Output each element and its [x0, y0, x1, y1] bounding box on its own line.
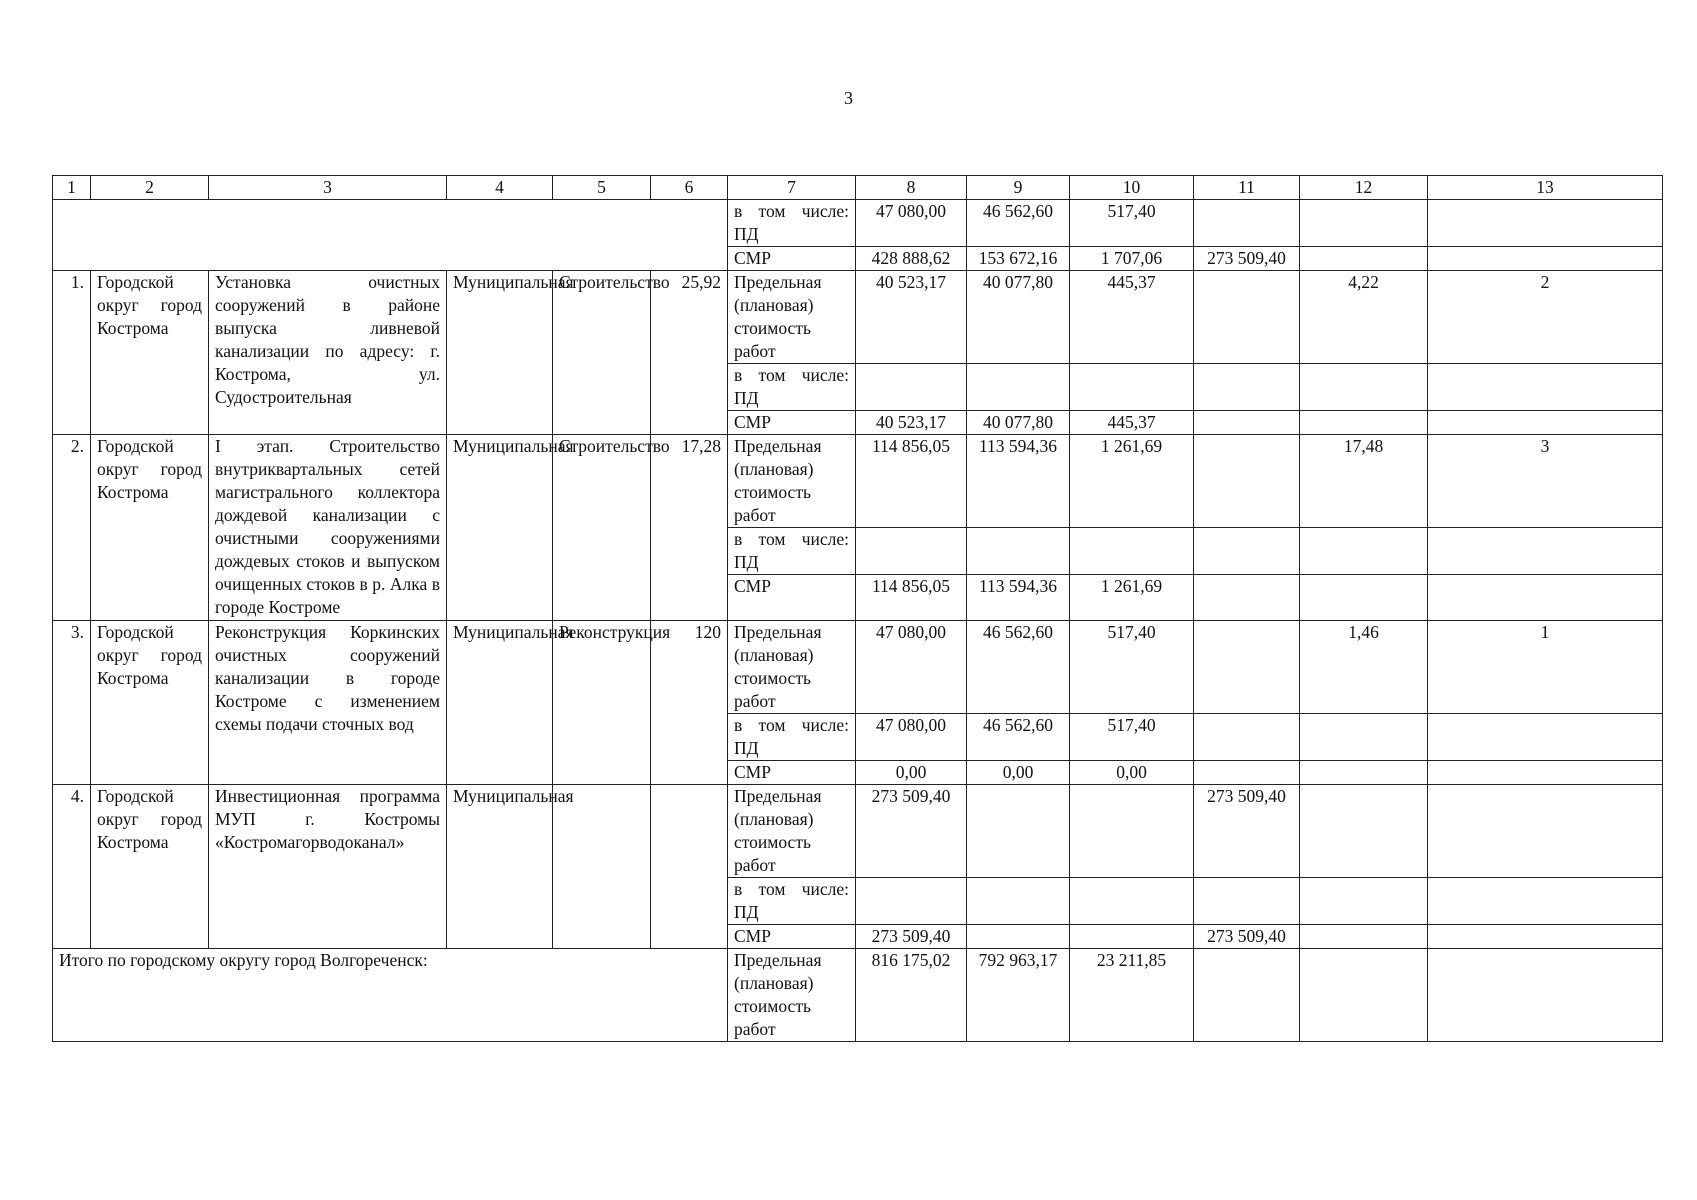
total-limit-label: Предельная (плановая) стоимость работ: [728, 949, 856, 1042]
column-number: 7: [728, 176, 856, 200]
smr-c11: [1194, 575, 1300, 621]
object-name-cell: Установка очистных сооружений в районе выпуска ливневой канализации по адресу: г. Кострома, ул. Судостроительная: [209, 271, 447, 435]
municipality-cell: Городской округ город Кострома: [91, 785, 209, 949]
smr-label: СМР: [728, 761, 856, 785]
pd-c10: [1070, 528, 1194, 575]
indicator-c12: [1300, 785, 1428, 878]
budget-table: [52, 175, 1663, 1042]
smr-c11: [1194, 761, 1300, 785]
smr-c11: 273 509,40: [1194, 925, 1300, 949]
capacity-cell: 17,28: [651, 435, 728, 621]
smr-label: СМР: [728, 575, 856, 621]
smr-c9: 40 077,80: [967, 411, 1070, 435]
pd-c9: [967, 364, 1070, 411]
summary-smr-c12: [1300, 247, 1428, 271]
municipality-cell: Городской округ город Кострома: [91, 621, 209, 785]
pd-c8: [856, 364, 967, 411]
pd-c12: [1300, 878, 1428, 925]
municipality-cell: Городской округ город Кострома: [91, 435, 209, 621]
row-index: 2.: [53, 435, 91, 621]
smr-c9: 0,00: [967, 761, 1070, 785]
column-number: 2: [91, 176, 209, 200]
column-number: 8: [856, 176, 967, 200]
pd-c13: [1428, 878, 1663, 925]
summary-smr-c10: 1 707,06: [1070, 247, 1194, 271]
work-type-cell: [553, 785, 651, 949]
work-type-cell: Реконструкция: [553, 621, 651, 785]
smr-c10: 1 261,69: [1070, 575, 1194, 621]
total-c9: 792 963,17: [967, 949, 1070, 1042]
limit-c9: 40 077,80: [967, 271, 1070, 364]
pd-c12: [1300, 528, 1428, 575]
priority-c13: [1428, 785, 1663, 878]
row-index: 1.: [53, 271, 91, 435]
smr-label: СМР: [728, 411, 856, 435]
smr-c12: [1300, 925, 1428, 949]
ownership-cell: Муниципальная: [447, 785, 553, 949]
page-number: 3: [844, 88, 853, 108]
pd-label: в том числе: ПД: [728, 528, 856, 575]
column-number: 9: [967, 176, 1070, 200]
smr-c10: 445,37: [1070, 411, 1194, 435]
pd-label: в том числе: ПД: [728, 364, 856, 411]
summary-pd-c10: 517,40: [1070, 200, 1194, 247]
summary-pd-row: [53, 200, 1663, 247]
pd-c8: [856, 878, 967, 925]
smr-c13: [1428, 761, 1663, 785]
pd-c13: [1428, 528, 1663, 575]
total-c11: [1194, 949, 1300, 1042]
limit-c11: 273 509,40: [1194, 785, 1300, 878]
column-number: 3: [209, 176, 447, 200]
smr-c13: [1428, 575, 1663, 621]
column-number: 5: [553, 176, 651, 200]
column-number: 12: [1300, 176, 1428, 200]
smr-c9: 113 594,36: [967, 575, 1070, 621]
summary-pd-c13: [1428, 200, 1663, 247]
limit-cost-label: Предельная (плановая) стоимость работ: [728, 621, 856, 714]
smr-c8: 114 856,05: [856, 575, 967, 621]
limit-c11: [1194, 621, 1300, 714]
total-c10: 23 211,85: [1070, 949, 1194, 1042]
indicator-c12: 1,46: [1300, 621, 1428, 714]
ownership-cell: Муниципальная: [447, 621, 553, 785]
pd-c8: [856, 528, 967, 575]
limit-cost-label: Предельная (плановая) стоимость работ: [728, 785, 856, 878]
smr-c10: [1070, 925, 1194, 949]
limit-c8: 47 080,00: [856, 621, 967, 714]
column-number-row: [53, 176, 1663, 200]
summary-smr-c11: 273 509,40: [1194, 247, 1300, 271]
summary-pd-c12: [1300, 200, 1428, 247]
limit-c10: 445,37: [1070, 271, 1194, 364]
total-c8: 816 175,02: [856, 949, 967, 1042]
smr-c8: 0,00: [856, 761, 967, 785]
pd-c9: [967, 878, 1070, 925]
pd-c11: [1194, 714, 1300, 761]
pd-c13: [1428, 364, 1663, 411]
pd-c13: [1428, 714, 1663, 761]
limit-c9: [967, 785, 1070, 878]
smr-c12: [1300, 411, 1428, 435]
limit-c11: [1194, 271, 1300, 364]
smr-c13: [1428, 925, 1663, 949]
ownership-cell: Муниципальная: [447, 271, 553, 435]
work-type-cell: Строительство: [553, 271, 651, 435]
summary-pd-c9: 46 562,60: [967, 200, 1070, 247]
summary-pd-c11: [1194, 200, 1300, 247]
limit-cost-label: Предельная (плановая) стоимость работ: [728, 271, 856, 364]
row-index: 3.: [53, 621, 91, 785]
priority-c13: 2: [1428, 271, 1663, 364]
limit-c10: 517,40: [1070, 621, 1194, 714]
table-row: [53, 785, 1663, 878]
object-name-cell: Инвестиционная программа МУП г. Костромы «Костромагорводоканал»: [209, 785, 447, 949]
limit-c8: 273 509,40: [856, 785, 967, 878]
column-number: 1: [53, 176, 91, 200]
pd-c10: [1070, 364, 1194, 411]
pd-c8: 47 080,00: [856, 714, 967, 761]
pd-c9: [967, 528, 1070, 575]
summary-smr-label: СМР: [728, 247, 856, 271]
limit-c9: 113 594,36: [967, 435, 1070, 528]
limit-c8: 40 523,17: [856, 271, 967, 364]
smr-label: СМР: [728, 925, 856, 949]
pd-c12: [1300, 714, 1428, 761]
limit-c10: 1 261,69: [1070, 435, 1194, 528]
total-c13: [1428, 949, 1663, 1042]
table-row: [53, 435, 1663, 528]
column-number: 4: [447, 176, 553, 200]
column-number: 11: [1194, 176, 1300, 200]
row-index: 4.: [53, 785, 91, 949]
priority-c13: 1: [1428, 621, 1663, 714]
pd-c11: [1194, 878, 1300, 925]
limit-c11: [1194, 435, 1300, 528]
pd-c11: [1194, 364, 1300, 411]
smr-c8: 40 523,17: [856, 411, 967, 435]
ownership-cell: Муниципальная: [447, 435, 553, 621]
work-type-cell: Строительство: [553, 435, 651, 621]
pd-label: в том числе: ПД: [728, 878, 856, 925]
column-number: 6: [651, 176, 728, 200]
smr-c8: 273 509,40: [856, 925, 967, 949]
table-row: [53, 621, 1663, 714]
smr-c11: [1194, 411, 1300, 435]
summary-blank-cell: [53, 200, 728, 271]
pd-label: в том числе: ПД: [728, 714, 856, 761]
pd-c11: [1194, 528, 1300, 575]
summary-smr-c13: [1428, 247, 1663, 271]
smr-c12: [1300, 575, 1428, 621]
object-name-cell: Реконструкция Коркинских очистных сооружений канализации в городе Костроме с изменением схемы подачи сточных вод: [209, 621, 447, 785]
total-row: [53, 949, 1663, 1042]
summary-smr-c9: 153 672,16: [967, 247, 1070, 271]
summary-pd-label: в том числе: ПД: [728, 200, 856, 247]
municipality-cell: Городской округ город Кострома: [91, 271, 209, 435]
total-label: Итого по городскому округу город Волгореченск:: [53, 949, 728, 1042]
smr-c9: [967, 925, 1070, 949]
total-c12: [1300, 949, 1428, 1042]
capacity-cell: 25,92: [651, 271, 728, 435]
table-row: [53, 271, 1663, 364]
indicator-c12: 4,22: [1300, 271, 1428, 364]
summary-smr-c8: 428 888,62: [856, 247, 967, 271]
capacity-cell: 120: [651, 621, 728, 785]
pd-c12: [1300, 364, 1428, 411]
limit-cost-label: Предельная (плановая) стоимость работ: [728, 435, 856, 528]
pd-c10: [1070, 878, 1194, 925]
smr-c13: [1428, 411, 1663, 435]
priority-c13: 3: [1428, 435, 1663, 528]
smr-c12: [1300, 761, 1428, 785]
limit-c8: 114 856,05: [856, 435, 967, 528]
limit-c10: [1070, 785, 1194, 878]
pd-c9: 46 562,60: [967, 714, 1070, 761]
smr-c10: 0,00: [1070, 761, 1194, 785]
capacity-cell: [651, 785, 728, 949]
pd-c10: 517,40: [1070, 714, 1194, 761]
column-number: 10: [1070, 176, 1194, 200]
summary-pd-c8: 47 080,00: [856, 200, 967, 247]
object-name-cell: I этап. Строительство внутриквартальных сетей магистрального коллектора дождевой канализации с очистными сооружениями дождевых стоков и выпуском очищенных стоков в р. Алка в городе Костроме: [209, 435, 447, 621]
column-number: 13: [1428, 176, 1663, 200]
indicator-c12: 17,48: [1300, 435, 1428, 528]
limit-c9: 46 562,60: [967, 621, 1070, 714]
